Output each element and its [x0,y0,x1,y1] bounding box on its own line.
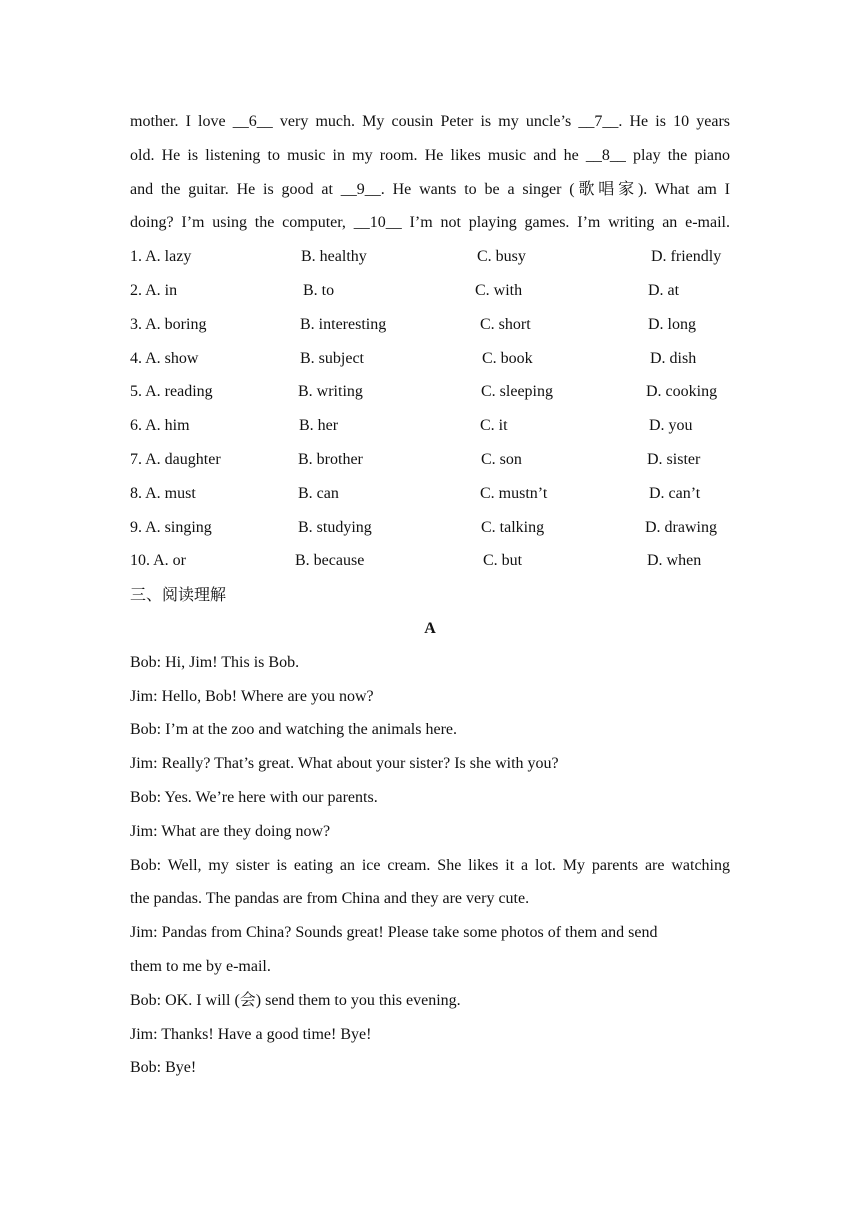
dialogue-line: Jim: What are they doing now? [130,822,331,840]
passage-line: doing? I’m using the computer, __10__ I’m not playing games. I’m writing an e-mail. [130,214,730,232]
question-row [130,274,730,308]
question-row [130,375,730,409]
option-a: 2. A. in [130,281,178,299]
option-a: 9. A. singing [130,518,212,536]
option-a: 5. A. reading [130,383,213,401]
option-d: D. friendly [651,248,722,266]
dialogue-line: Jim: Pandas from China? Sounds great! Please take some photos of them and send [130,924,658,942]
option-c: C. it [480,417,508,435]
option-c: C. with [475,281,523,299]
option-c: C. short [480,315,531,333]
option-b: B. writing [298,383,363,401]
option-b: B. her [299,417,339,435]
option-d: D. long [648,315,696,333]
part-heading: A [424,619,436,637]
option-a: 6. A. him [130,417,190,435]
option-b: B. brother [298,450,363,468]
dialogue-line: Bob: Bye! [130,1059,197,1077]
option-d: D. drawing [645,518,717,536]
question-row [130,342,730,376]
option-b: B. interesting [300,315,387,333]
option-d: D. at [648,281,680,299]
option-b: B. subject [300,349,364,367]
dialogue [130,646,730,1085]
question-row [130,240,730,274]
passage-line: and the guitar. He is good at __9__. He wants to be a singer (歌唱家). What am I [130,180,730,198]
passage-line: old. He is listening to music in my room. He likes music and he __8__ play the piano [130,146,730,164]
option-c: C. talking [481,518,545,536]
question-row [130,544,730,578]
question-options [130,240,730,578]
question-row [130,308,730,342]
option-d: D. you [649,417,693,435]
option-c: C. son [481,450,522,468]
option-a: 1. A. lazy [130,248,192,266]
dialogue-line: Jim: Really? That’s great. What about your sister? Is she with you? [130,755,559,773]
option-b: B. healthy [301,248,367,266]
option-a: 7. A. daughter [130,450,221,468]
dialogue-line: the pandas. The pandas are from China and they are very cute. [130,890,530,908]
option-c: C. busy [477,248,526,266]
dialogue-line: Jim: Thanks! Have a good time! Bye! [130,1025,372,1043]
dialogue-line: Bob: OK. I will (会) send them to you this evening. [130,991,461,1009]
passage-line: mother. I love __6__ very much. My cousin Peter is my uncle’s __7__. He is 10 years [130,113,730,130]
option-c: C. mustn’t [480,484,548,502]
option-d: D. when [647,552,702,570]
option-c: C. book [482,349,533,367]
option-d: D. dish [650,349,697,367]
option-c: C. but [483,552,523,570]
option-a: 4. A. show [130,349,199,367]
option-a: 8. A. must [130,484,196,502]
option-b: B. to [303,281,335,299]
option-a: 3. A. boring [130,315,207,333]
cloze-passage [130,105,730,240]
option-c: C. sleeping [481,383,553,401]
question-row [130,443,730,477]
question-row [130,409,730,443]
option-b: B. can [298,484,339,502]
dialogue-line: Bob: Well, my sister is eating an ice cream. She likes it a lot. My parents are watching [130,856,730,874]
dialogue-line: Bob: I’m at the zoo and watching the animals here. [130,721,458,739]
dialogue-line: them to me by e-mail. [130,957,271,975]
option-d: D. can’t [649,484,701,502]
option-a: 10. A. or [130,552,186,570]
question-row [130,477,730,511]
option-d: D. sister [647,450,701,468]
section-title: 三、阅读理解 [130,585,227,605]
option-b: B. because [295,552,365,570]
option-d: D. cooking [646,383,718,401]
question-row [130,511,730,545]
option-b: B. studying [298,518,372,536]
page-content [130,105,730,1085]
dialogue-line: Jim: Hello, Bob! Where are you now? [130,687,374,705]
dialogue-line: Bob: Hi, Jim! This is Bob. [130,653,300,671]
dialogue-line: Bob: Yes. We’re here with our parents. [130,788,378,806]
